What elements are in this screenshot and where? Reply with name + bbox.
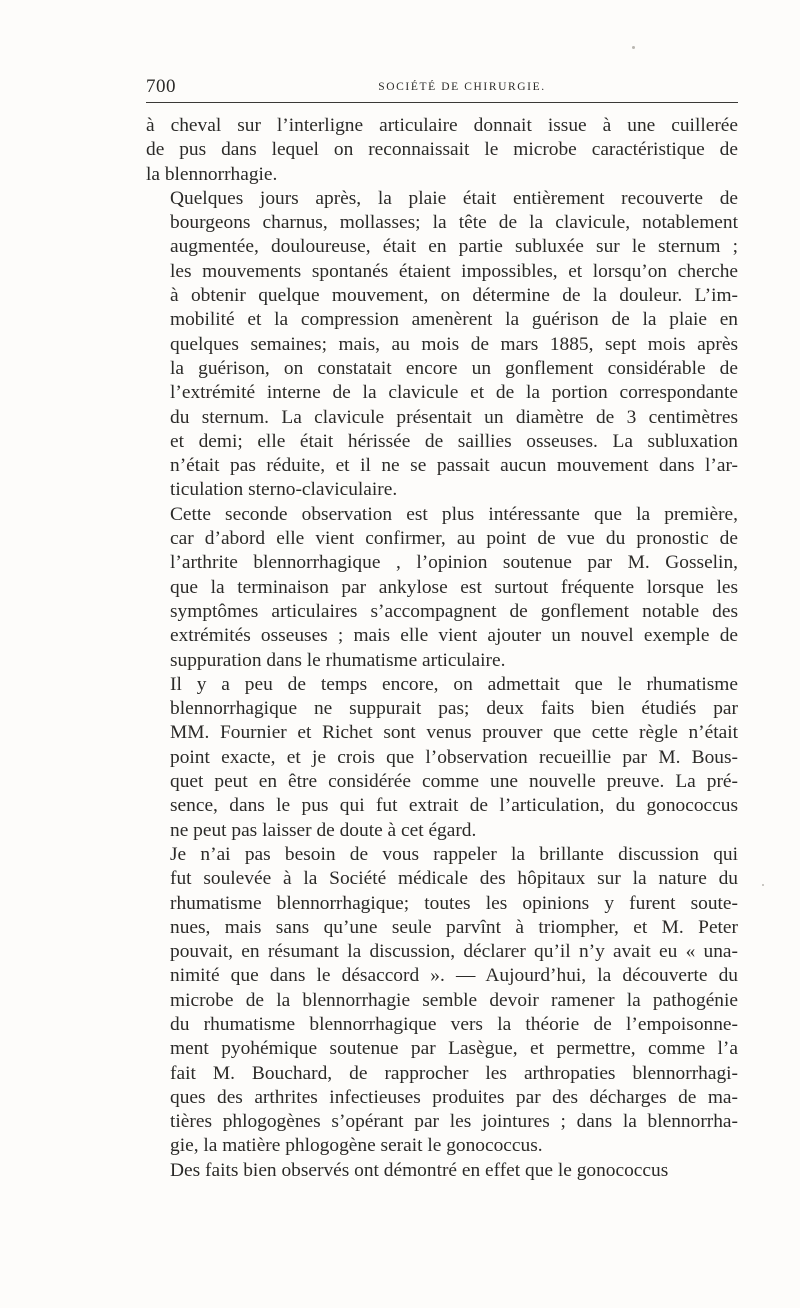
paper-speck <box>762 884 764 886</box>
text-line: la blennorrhagie. <box>146 163 278 185</box>
text-line: Quelques jours après, la plaie était entièrement recouverte de <box>170 187 738 209</box>
book-page <box>146 72 738 1183</box>
text-line: quelques semaines; mais, au mois de mars 1885, sept mois après <box>170 333 738 355</box>
text-line: ne peut pas laisser de doute à cet égard. <box>170 819 477 841</box>
body-text <box>146 114 738 1183</box>
text-line: MM. Fournier et Richet sont venus prouver que cette règle n’était <box>170 722 738 744</box>
text-line: Des faits bien observés ont démontré en effet que le gonococcus <box>170 1159 669 1181</box>
page-header <box>146 72 738 103</box>
text-line: ticulation sterno-claviculaire. <box>170 479 398 501</box>
text-line: pouvait, en résumant la discussion, déclarer qu’il n’y avait eu « una- <box>170 941 738 963</box>
text-line: du rhumatisme blennorrhagique vers la théorie de l’empoisonne- <box>170 1013 738 1035</box>
text-line: l’extrémité interne de la clavicule et de la portion correspondante <box>170 382 738 404</box>
text-line: Il y a peu de temps encore, on admettait que le rhumatisme <box>170 673 738 695</box>
text-line: quet peut en être considérée comme une nouvelle preuve. La pré- <box>170 771 738 793</box>
text-line: nimité que dans le désaccord ». — Aujourd’hui, la découverte du <box>170 965 738 987</box>
paragraph <box>146 187 738 503</box>
text-line: car d’abord elle vient confirmer, au point de vue du pronostic de <box>170 528 738 550</box>
paper-speck <box>632 46 635 49</box>
text-line: n’était pas réduite, et il ne se passait aucun mouvement dans l’ar- <box>170 455 738 477</box>
text-line: du sternum. La clavicule présentait un diamètre de 3 centimètres <box>170 406 738 428</box>
text-line: l’arthrite blennorrhagique , l’opinion soutenue par M. Gosselin, <box>170 552 738 574</box>
text-line: augmentée, douloureuse, était en partie subluxée sur le sternum ; <box>170 236 738 258</box>
text-line: rhumatisme blennorrhagique; toutes les opinions y furent soute- <box>170 892 738 914</box>
text-line: fait M. Bouchard, de rapprocher les arthropaties blennorrhagi- <box>170 1062 738 1084</box>
page-number: 700 <box>146 76 176 97</box>
text-line: nues, mais sans qu’une seule parvînt à triompher, et M. Peter <box>170 916 738 938</box>
text-line: Je n’ai pas besoin de vous rappeler la brillante discussion qui <box>170 843 738 865</box>
text-line: à cheval sur l’interligne articulaire donnait issue à une cuillerée <box>146 115 738 136</box>
running-head: SOCIÉTÉ DE CHIRURGIE. <box>378 81 546 93</box>
text-line: de pus dans lequel on reconnaissait le microbe caractéristique de <box>146 139 738 161</box>
paragraph <box>146 843 738 1159</box>
text-line: que la terminaison par ankylose est surtout fréquente lorsque les <box>170 576 738 598</box>
text-line: tières phlogogènes s’opérant par les jointures ; dans la blennorrha- <box>170 1111 738 1133</box>
paragraph <box>146 114 738 187</box>
text-line: bourgeons charnus, mollasses; la tête de la clavicule, notablement <box>170 212 738 234</box>
text-line: les mouvements spontanés étaient impossibles, et lorsqu’on cherche <box>170 260 738 282</box>
text-line: ment pyohémique soutenue par Lasègue, et permettre, comme l’a <box>170 1038 738 1060</box>
text-line: mobilité et la compression amenèrent la guérison de la plaie en <box>170 309 738 331</box>
text-line: Cette seconde observation est plus intéressante que la première, <box>170 503 738 525</box>
text-line: ques des arthrites infectieuses produites par des décharges de ma- <box>170 1086 738 1108</box>
text-line: à obtenir quelque mouvement, on détermine de la douleur. L’im- <box>170 285 738 307</box>
text-line: microbe de la blennorrhagie semble devoir ramener la pathogénie <box>170 989 738 1011</box>
paragraph <box>146 503 738 673</box>
text-line: blennorrhagique ne suppurait pas; deux faits bien étudiés par <box>170 698 738 720</box>
text-line: gie, la matière phlogogène serait le gonococcus. <box>170 1135 543 1157</box>
text-line: sence, dans le pus qui fut extrait de l’articulation, du gonococcus <box>170 795 738 817</box>
text-line: symptômes articulaires s’accompagnent de gonflement notable des <box>170 600 738 622</box>
text-line: point exacte, et je crois que l’observation recueillie par M. Bous- <box>170 746 738 768</box>
text-line: fut soulevée à la Société médicale des hôpitaux sur la nature du <box>170 868 738 890</box>
text-line: suppuration dans le rhumatisme articulaire. <box>170 649 506 671</box>
text-line: et demi; elle était hérissée de saillies osseuses. La subluxation <box>170 430 738 452</box>
text-line: extrémités osseuses ; mais elle vient ajouter un nouvel exemple de <box>170 625 738 647</box>
text-line: la guérison, on constatait encore un gonflement considérable de <box>170 357 738 379</box>
paragraph <box>146 1159 738 1183</box>
paragraph <box>146 673 738 843</box>
